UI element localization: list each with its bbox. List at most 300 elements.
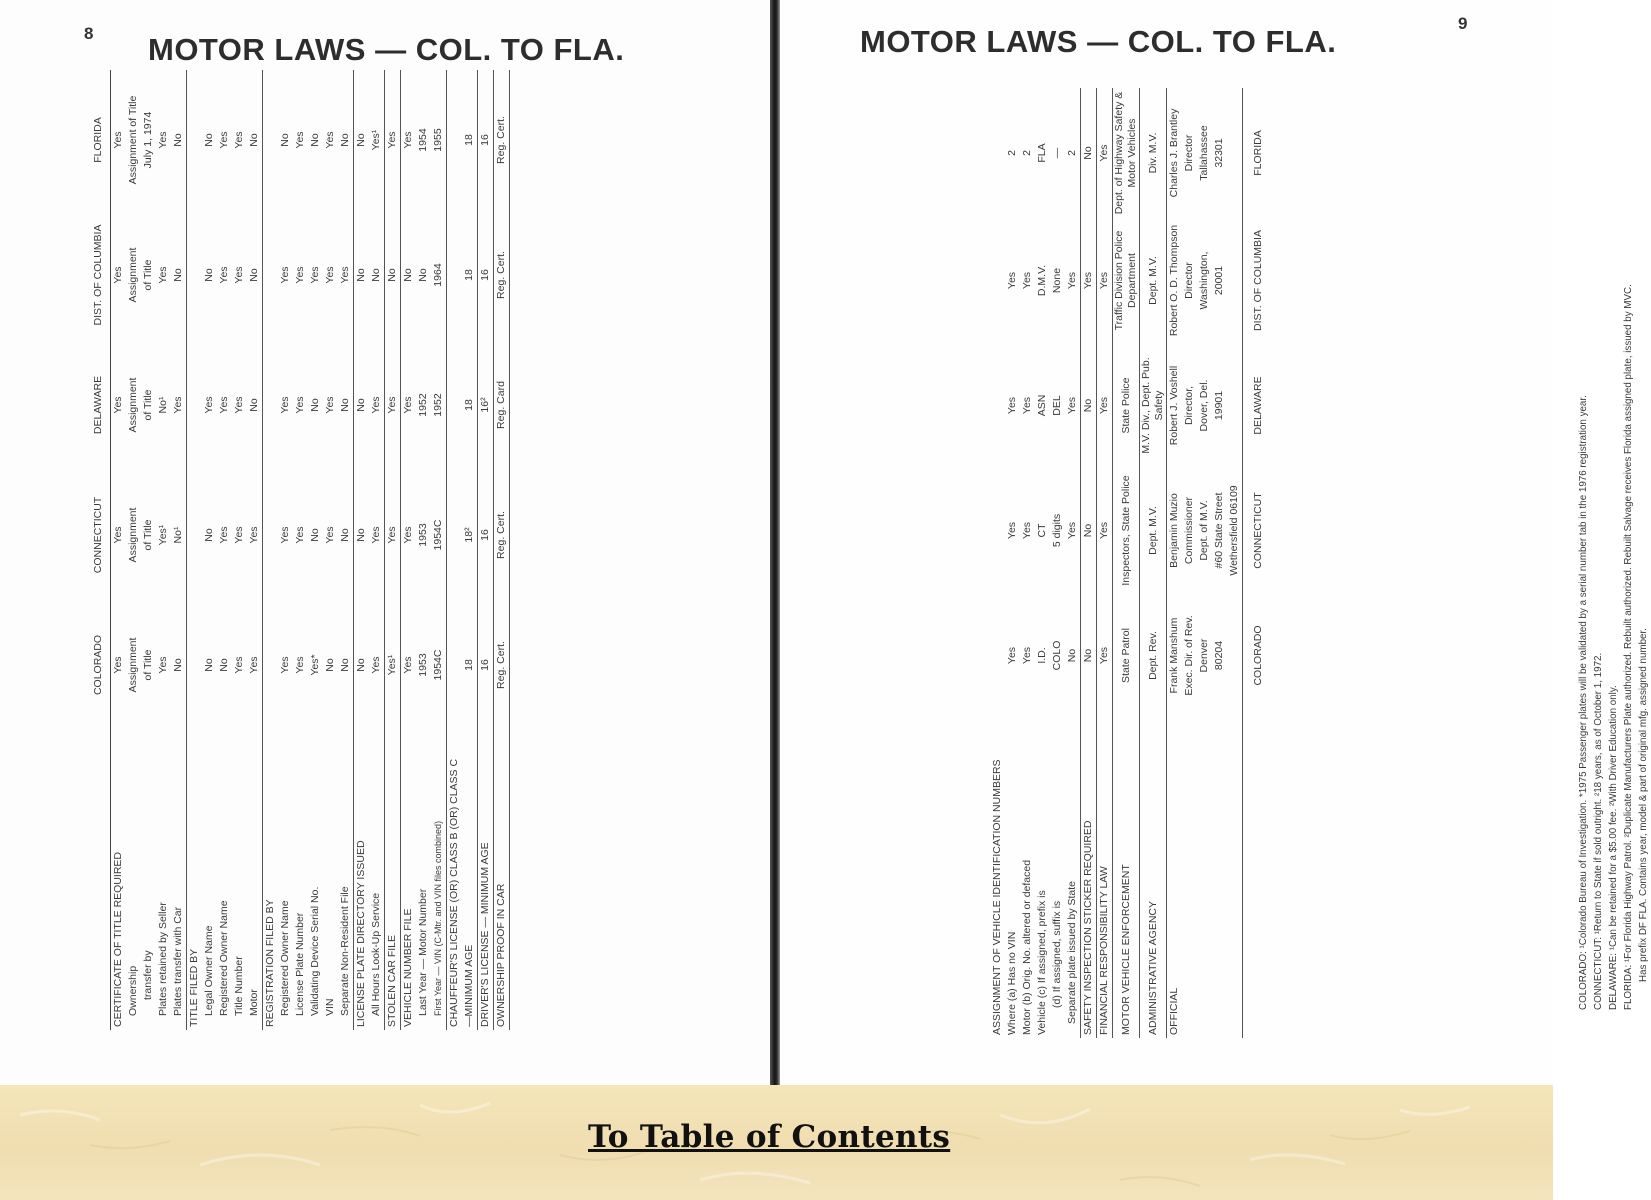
cell-value: Reg. Card [494,340,510,470]
cell-value: Yes [1065,468,1081,593]
cell-value: Yes [1065,218,1081,343]
table-row [478,70,494,1030]
cell-value: Director, [1183,385,1195,426]
cell-value: Dept. M.V. [1140,218,1167,343]
cell-value: 16² [478,340,494,470]
cell-value: No [1081,88,1097,218]
table-row [447,70,463,1030]
cell-value [990,468,1005,593]
cell-value [447,340,463,470]
row-label: First Year — VIN (C-Mtr. and VIN files combined) [431,730,447,1030]
cell-value: CT [1036,523,1048,538]
row-label: Vehicle (c) If assigned, prefix is [1036,890,1048,1035]
cell-value: Yes¹ [369,70,385,210]
table-row [1065,88,1081,1038]
cell-value: Yes [402,526,414,544]
row-label: Last Year — Motor Number [417,888,429,1016]
cell-value: Assignment of Title [127,95,139,185]
cell-value: 16 [478,210,494,340]
cell-value: Yes [112,656,124,674]
row-label: TITLE FILED BY [188,948,200,1027]
cell-value: FLA [1036,143,1048,163]
table-row [126,70,141,1030]
cell-value: Yes [1006,396,1018,415]
cell-value [187,340,203,470]
table-row [278,70,293,1030]
header-blank [92,730,111,1030]
table-row [232,70,247,1030]
row-label: OWNERSHIP PROOF IN CAR [494,730,510,1030]
cell-value: 32301 [1213,138,1225,168]
cell-value: No [171,70,187,210]
cell-value: Yes* [309,654,321,676]
table-row [187,70,203,1030]
cell-value: Robert O. D. Thompson [1168,224,1180,337]
column-header: DELAWARE [92,340,111,470]
table-row [338,70,354,1030]
cell-value: #60 State Street [1213,492,1225,569]
cell-value: Yes [203,396,215,414]
table-row [431,70,447,1030]
cell-value: No [355,133,367,147]
row-label: transfer by [142,950,154,1000]
row-label: (d) If assigned, suffix is [1051,900,1063,1008]
cell-value: Yes [157,131,169,149]
row-label: CHAUFFEUR'S LICENSE (OR) CLASS B (OR) CLASS C [448,758,460,1027]
row-label: VEHICLE NUMBER FILE [402,908,414,1027]
cell-value: D.M.V. [1036,264,1048,297]
table-row [263,70,279,1030]
cell-value: Yes [369,340,385,470]
table-row [156,70,171,1030]
row-label: Motor [247,730,263,1030]
cell-value: Yes [233,266,245,284]
table-row [369,70,385,1030]
cell-value [447,70,463,210]
bottom-column-label: DIST. OF COLUMBIA [1243,218,1267,343]
cell-value [447,210,463,340]
cell-value: No [338,70,354,210]
cell-value: No [355,528,367,542]
bottom-labels-row [1243,88,1267,1038]
table-row [1167,88,1183,1038]
cell-value: Div. M.V. [1140,88,1167,218]
table-row [293,70,308,1030]
cell-value: Yes [294,526,306,544]
cell-value: Washington, [1198,251,1210,310]
cell-value: Yes [324,396,336,414]
table-row [1005,88,1020,1038]
footnote-line: CONNECTICUT: ¹Return to State if sold outright. ²18 years, as of October 1, 1972. [1593,652,1604,1010]
cell-value: Charles J. Brantley [1168,108,1180,198]
cell-value: No [402,268,414,282]
cell-value: COLO [1051,640,1063,671]
cell-value: M.V. Div., Dept. Pub. Safety [1140,343,1167,468]
cell-value: 18 [462,340,478,470]
cell-value: Yes [112,526,124,544]
cell-value: I.D. [1036,647,1048,664]
cell-value: Yes [1021,271,1033,290]
cell-value: Yes [385,340,401,470]
row-label: Validating Device Serial No. [309,886,321,1016]
cell-value: Robert J. Voshell [1168,365,1180,446]
cell-value: Yes [279,526,291,544]
cell-value: Yes [1006,271,1018,290]
row-label: Plates transfer with Car [171,730,187,1030]
table-row [1050,88,1065,1038]
column-header: FLORIDA [92,70,111,210]
cell-value: No¹ [171,470,187,600]
right-page-table [990,88,1266,1038]
cell-value: Denver [1198,638,1210,673]
cell-value: Yes [324,266,336,284]
cell-value: Yes [218,131,230,149]
row-label: Motor (b) Orig. No. altered or defaced [1021,859,1033,1035]
cell-value: Wethersfield 06109 [1227,468,1243,593]
row-label: SAFETY INSPECTION STICKER REQUIRED [1081,718,1097,1038]
cell-value: Yes [1021,646,1033,665]
cell-value: No [324,658,336,672]
cell-value [263,600,279,730]
cell-value: Yes [233,526,245,544]
cell-value: No [369,210,385,340]
cell-value: No [247,210,263,340]
row-label: All Hours Look-Up Service [369,730,385,1030]
cell-value: Benjamin Muzio [1168,493,1180,568]
table-row [1182,88,1197,1038]
cell-value: 1953 [417,653,429,677]
cell-value: Yes [294,266,306,284]
row-label: Registered Owner Name [279,900,291,1016]
table-row [1020,88,1035,1038]
cell-value: Reg. Cert. [494,210,510,340]
cell-value: Yes [218,266,230,284]
cell-value: No [309,133,321,147]
cell-value: Yes [171,340,187,470]
bottom-column-label: COLORADO [1243,593,1267,718]
cell-value [990,593,1005,718]
cell-value: Assignment [127,247,139,303]
cell-value: No [203,133,215,147]
table-row [385,70,401,1030]
cell-value: Dept. M.V. [1140,468,1167,593]
row-label: Separate Non-Resident File [338,730,354,1030]
cell-value [1227,343,1243,468]
table-of-contents-link[interactable]: To Table of Contents [588,1119,951,1155]
row-label [1227,718,1243,1038]
cell-value: Yes¹ [157,524,169,546]
left-page [0,0,770,1085]
cell-value: State Police [1113,343,1140,468]
row-label: Plates retained by Seller [157,902,169,1016]
cell-value: Yes [1065,343,1081,468]
table-row [111,70,127,1030]
table-row [1212,88,1227,1038]
cell-value: Reg. Cert. [494,470,510,600]
cell-value: Yes [112,396,124,414]
cell-value: Yes [338,210,354,340]
cell-value [1227,218,1243,343]
row-label: REGISTRATION FILED BY [264,899,276,1027]
cell-value: Dept. of Highway Safety & Motor Vehicles [1113,88,1140,218]
cell-value: Frank Manshum [1168,617,1180,694]
cell-value: Yes [279,656,291,674]
right-page-title: MOTOR LAWS — COL. TO FLA. [860,24,1337,59]
cell-value: 16 [478,600,494,730]
cell-value: Yes [1006,521,1018,540]
footer-bar [0,1085,1553,1200]
cell-value: Yes [157,656,169,674]
cell-value: Yes [1097,468,1113,593]
cell-value: 16 [478,70,494,210]
cell-value: Yes [247,600,263,730]
row-label: Registered Owner Name [218,900,230,1016]
cell-value: Yes [1097,593,1113,718]
cell-value: No [355,398,367,412]
table-row [202,70,217,1030]
cell-value: July 1, 1974 [142,111,154,169]
cell-value: No [218,658,230,672]
cell-value: 18² [462,470,478,600]
bottom-column-label: FLORIDA [1243,88,1267,218]
cell-value: Director [1183,134,1195,172]
row-label: License Plate Number [294,912,306,1016]
table-row [1035,88,1050,1038]
cell-value: State Patrol [1113,593,1140,718]
table-row [401,70,417,1030]
bottom-blank [1243,718,1267,1038]
cell-value: None [1051,267,1063,294]
footnotes-block [1576,70,1651,1010]
table-row [1081,88,1097,1038]
row-label: DRIVER'S LICENSE — MINIMUM AGE [478,730,494,1030]
cell-value: No [247,70,263,210]
cell-value: No [171,210,187,340]
book-gutter [770,0,780,1085]
row-label: Ownership [127,965,139,1016]
cell-value [263,470,279,600]
cell-value: Yes¹ [385,600,401,730]
cell-value: Yes [233,131,245,149]
cell-value: Yes [247,470,263,600]
table-row [1113,88,1140,1038]
cell-value: Dept. Rev. [1140,593,1167,718]
cell-value: Assignment [127,377,139,433]
cell-value: Tallahassee [1198,125,1210,181]
table-row [247,70,263,1030]
cell-value [990,343,1005,468]
row-label: Where (a) Has no VIN [1006,931,1018,1035]
cell-value: No [203,528,215,542]
row-label [1182,718,1197,1038]
cell-value: Reg. Cert. [494,70,510,210]
cell-value: of Title [142,519,154,551]
table-row [308,70,323,1030]
row-label: MOTOR VEHICLE ENFORCEMENT [1113,718,1140,1038]
cell-value: Yes [1097,88,1113,218]
cell-value: 1964 [431,210,447,340]
cell-value: 80204 [1213,640,1225,671]
cell-value: No [1081,468,1097,593]
cell-value: of Title [142,259,154,291]
row-label: VIN [324,998,336,1016]
row-label: ADMINISTRATIVE AGENCY [1140,718,1167,1038]
footnote-line: COLORADO: ¹Colorado Bureau of Investigation. *1975 Passenger plates will be validated by a serial number tab in the 1976 registration year. [1578,395,1589,1010]
cell-value: Assignment [127,507,139,563]
cell-value: Yes [218,396,230,414]
cell-value: 18 [462,210,478,340]
cell-value: Yes [112,131,124,149]
row-label: CERTIFICATE OF TITLE REQUIRED [112,851,124,1027]
cell-value: Assignment [127,637,139,693]
table-row [462,70,478,1030]
cell-value: No [338,340,354,470]
cell-value: Yes [233,396,245,414]
cell-value [1227,88,1243,218]
cell-value: Dover, Del. [1198,379,1210,432]
cell-value: 19901 [1213,390,1225,421]
cell-value: No [1081,343,1097,468]
cell-value: No¹ [157,396,169,414]
row-label: Separate plate issued by State [1065,718,1081,1038]
row-label: ASSIGNMENT OF VEHICLE IDENTIFICATION NUMBERS [991,759,1003,1035]
cell-value: Yes [1097,343,1113,468]
cell-value: No [309,398,321,412]
cell-value: Yes [218,526,230,544]
cell-value: Yes [1021,396,1033,415]
cell-value: 1955 [431,70,447,210]
table-row [416,70,431,1030]
cell-value: 1952 [431,340,447,470]
cell-value: No [171,600,187,730]
row-label: OFFICIAL [1168,987,1180,1035]
cell-value: — [1051,147,1063,159]
bottom-column-label: CONNECTICUT [1243,468,1267,593]
cell-value: Yes [402,131,414,149]
cell-value [187,70,203,210]
cell-value: Yes [1021,521,1033,540]
cell-value: 18 [462,70,478,210]
table-row [990,88,1005,1038]
cell-value: 1954C [431,600,447,730]
cell-value: Yes [369,600,385,730]
cell-value: 20001 [1213,265,1225,296]
cell-value: 2 [1006,150,1018,156]
cell-value: 2 [1021,150,1033,156]
left-page-title: MOTOR LAWS — COL. TO FLA. [148,32,625,67]
cell-value: of Title [142,389,154,421]
cell-value: 18 [462,600,478,730]
cell-value: Dept. of M.V. [1198,500,1210,561]
row-label: Title Number [233,956,245,1016]
cell-value: No [203,268,215,282]
cell-value [1227,593,1243,718]
cell-value [990,88,1005,218]
cell-value: DEL [1051,395,1063,416]
cell-value: No [355,268,367,282]
row-label: FINANCIAL RESPONSIBILITY LAW [1097,718,1113,1038]
table-row [171,70,187,1030]
cell-value: Yes [385,470,401,600]
cell-value: No [279,133,291,147]
cell-value: Traffic Division Police Department [1113,218,1140,343]
cell-value [187,210,203,340]
cell-value: Yes [294,396,306,414]
cell-value: Yes [369,470,385,600]
cell-value: Yes [402,656,414,674]
cell-value [990,218,1005,343]
right-rotated-table [990,88,1266,1038]
table-row [1197,88,1212,1038]
cell-value: Yes [324,131,336,149]
cell-value: Yes [157,266,169,284]
cell-value: No [338,470,354,600]
row-label: —MINIMUM AGE [462,730,478,1030]
footnote-line: FLORIDA: ¹For Florida Highway Patrol. ²Duplicate Manufacturers Plate authorized. Rebuilt authorized. Rebuilt Salvage receives Florida assigned plate, issued by MVC. [1623,284,1634,1010]
cell-value: No [355,658,367,672]
cell-value: Yes [309,266,321,284]
left-rotated-table [92,70,510,1030]
cell-value: Yes [324,526,336,544]
cell-value: No [247,340,263,470]
cell-value: of Title [142,649,154,681]
column-header: DIST. OF COLUMBIA [92,210,111,340]
row-label [1212,718,1227,1038]
left-page-table [92,70,510,1030]
cell-value: Commissioner [1183,496,1195,565]
table-row [323,70,338,1030]
cell-value: Yes [385,70,401,210]
footnote-line: Has prefix DF FLA. Contains year, model & part of original mfg. assigned number. [1638,628,1649,982]
bottom-column-label: DELAWARE [1243,343,1267,468]
cell-value [187,600,203,730]
cell-value: Reg. Cert. [494,600,510,730]
cell-value: Director [1183,262,1195,299]
cell-value: 1953 [417,523,429,547]
table-row [1097,88,1113,1038]
row-label: LICENSE PLATE DIRECTORY ISSUED [355,840,367,1027]
right-page [780,0,1649,1085]
table-row [1227,88,1243,1038]
cell-value: 1954 [417,128,429,152]
cell-value: No [338,600,354,730]
cell-value: Yes [1097,218,1113,343]
row-label: Legal Owner Name [203,925,215,1016]
cell-value [187,470,203,600]
footnote-line: DELAWARE: ¹Can be retained for a $5.00 fee. ²With Driver Education only. [1608,685,1619,1010]
cell-value: 2 [1065,88,1081,218]
cell-value [263,70,279,210]
cell-value [447,600,463,730]
cell-value [263,340,279,470]
cell-value: No [203,658,215,672]
cell-value: Inspectors, State Police [1113,468,1140,593]
cell-value: No [309,528,321,542]
table-row [141,70,156,1030]
cell-value: No [417,268,429,282]
cell-value [447,470,463,600]
table-row [217,70,232,1030]
cell-value: Yes [402,396,414,414]
column-header: CONNECTICUT [92,470,111,600]
cell-value: 1954C [431,470,447,600]
cell-value: No [385,210,401,340]
cell-value: 16 [478,470,494,600]
cell-value [263,210,279,340]
cell-value: No [1065,593,1081,718]
cell-value: Yes [294,656,306,674]
right-page-number: 9 [1458,14,1468,33]
